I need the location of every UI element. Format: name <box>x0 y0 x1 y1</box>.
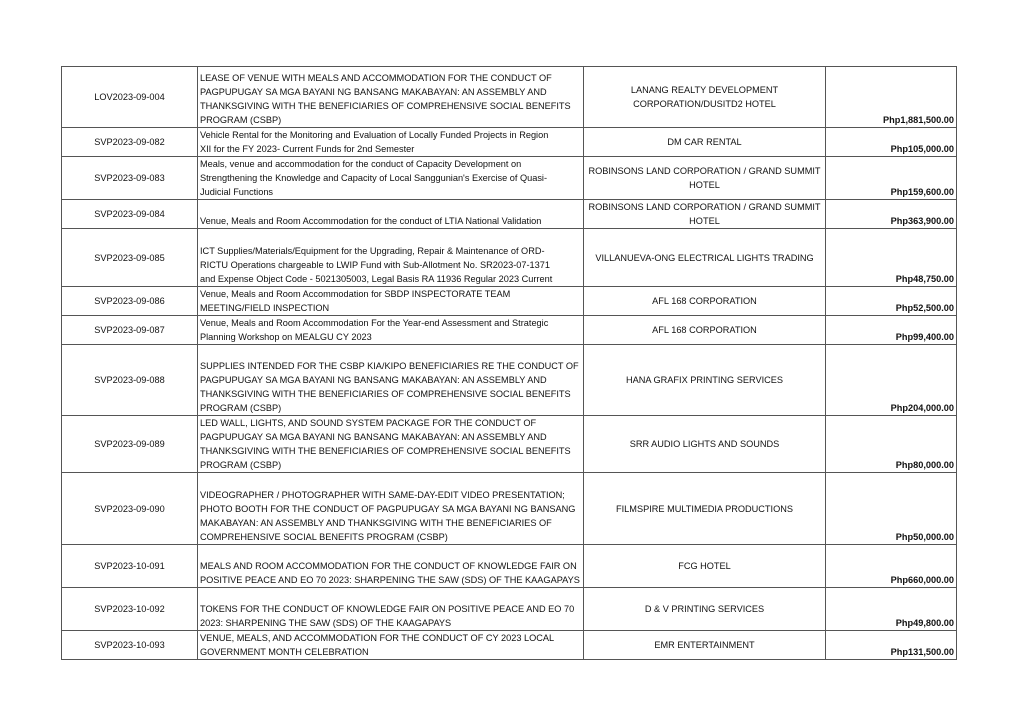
amount: Php159,600.00 <box>826 157 957 200</box>
reference-number: SVP2023-10-093 <box>62 631 198 660</box>
reference-number: SVP2023-10-091 <box>62 545 198 588</box>
description: Venue, Meals and Room Accommodation For the Year-end Assessment and Strategic Planning Workshop on MEALGU CY 2023 <box>198 316 584 345</box>
description: SUPPLIES INTENDED FOR THE CSBP KIA/KIPO BENEFICIARIES RE THE CONDUCT OF PAGPUPUGAY SA MGA BAYANI NG BANSANG MAKABAYAN: AN ASSEMBLY AND THANKSGIVING WITH THE BENEFICIARIES OF COMPREHENSIVE SOCIAL BENEFITS PROGRAM (CSBP) <box>198 345 584 416</box>
supplier: AFL 168 CORPORATION <box>584 287 826 316</box>
reference-number: SVP2023-09-086 <box>62 287 198 316</box>
description: Meals, venue and accommodation for the conduct of Capacity Development on Strengthening the Knowledge and Capacity of Local Sanggunian's Exercise of Quasi- Judicial Functions <box>198 157 584 200</box>
table-row <box>62 316 957 345</box>
reference-number: SVP2023-09-083 <box>62 157 198 200</box>
table-row <box>62 416 957 473</box>
reference-number: LOV2023-09-004 <box>62 67 198 128</box>
description: LEASE OF VENUE WITH MEALS AND ACCOMMODATION FOR THE CONDUCT OF PAGPUPUGAY SA MGA BAYANI NG BANSANG MAKABAYAN: AN ASSEMBLY AND THANKSGIVING WITH THE BENEFICIARIES OF COMPREHENSIVE SOCIAL BENEFITS PROGRAM (CSBP) <box>198 67 584 128</box>
reference-number: SVP2023-09-087 <box>62 316 198 345</box>
table-row <box>62 200 957 229</box>
supplier: DM CAR RENTAL <box>584 128 826 157</box>
supplier: ROBINSONS LAND CORPORATION / GRAND SUMMIT HOTEL <box>584 200 826 229</box>
table-row <box>62 157 957 200</box>
amount: Php99,400.00 <box>826 316 957 345</box>
supplier: VILLANUEVA-ONG ELECTRICAL LIGHTS TRADING <box>584 229 826 287</box>
description: LED WALL, LIGHTS, AND SOUND SYSTEM PACKAGE FOR THE CONDUCT OF PAGPUPUGAY SA MGA BAYANI NG BANSANG MAKABAYAN: AN ASSEMBLY AND THANKSGIVING WITH THE BENEFICIARIES OF COMPREHENSIVE SOCIAL BENEFITS PROGRAM (CSBP) <box>198 416 584 473</box>
amount: Php204,000.00 <box>826 345 957 416</box>
table-row <box>62 473 957 545</box>
supplier: ROBINSONS LAND CORPORATION / GRAND SUMMIT HOTEL <box>584 157 826 200</box>
supplier: HANA GRAFIX PRINTING SERVICES <box>584 345 826 416</box>
description: Venue, Meals and Room Accommodation for SBDP INSPECTORATE TEAM MEETING/FIELD INSPECTION <box>198 287 584 316</box>
amount: Php80,000.00 <box>826 416 957 473</box>
amount: Php52,500.00 <box>826 287 957 316</box>
amount: Php49,800.00 <box>826 588 957 631</box>
reference-number: SVP2023-09-082 <box>62 128 198 157</box>
amount: Php50,000.00 <box>826 473 957 545</box>
description: TOKENS FOR THE CONDUCT OF KNOWLEDGE FAIR ON POSITIVE PEACE AND EO 70 2023: SHARPENING THE SAW (SDS) OF THE KAAGAPAYS <box>198 588 584 631</box>
description: VIDEOGRAPHER / PHOTOGRAPHER WITH SAME-DAY-EDIT VIDEO PRESENTATION; PHOTO BOOTH FOR THE CONDUCT OF PAGPUPUGAY SA MGA BAYANI NG BANSANG MAKABAYAN: AN ASSEMBLY AND THANKSGIVING WITH THE BENEFICIARIES OF COMPREHENSIVE SOCIAL BENEFITS PROGRAM (CSBP) <box>198 473 584 545</box>
reference-number: SVP2023-09-089 <box>62 416 198 473</box>
supplier: D & V PRINTING SERVICES <box>584 588 826 631</box>
table-row <box>62 545 957 588</box>
supplier: EMR ENTERTAINMENT <box>584 631 826 660</box>
reference-number: SVP2023-10-092 <box>62 588 198 631</box>
amount: Php363,900.00 <box>826 200 957 229</box>
reference-number: SVP2023-09-088 <box>62 345 198 416</box>
supplier: AFL 168 CORPORATION <box>584 316 826 345</box>
table-row <box>62 67 957 128</box>
reference-number: SVP2023-09-090 <box>62 473 198 545</box>
reference-number: SVP2023-09-085 <box>62 229 198 287</box>
reference-number: SVP2023-09-084 <box>62 200 198 229</box>
supplier: SRR AUDIO LIGHTS AND SOUNDS <box>584 416 826 473</box>
amount: Php131,500.00 <box>826 631 957 660</box>
table-row <box>62 229 957 287</box>
supplier: FILMSPIRE MULTIMEDIA PRODUCTIONS <box>584 473 826 545</box>
amount: Php48,750.00 <box>826 229 957 287</box>
supplier: LANANG REALTY DEVELOPMENT CORPORATION/DUSITD2 HOTEL <box>584 67 826 128</box>
amount: Php1,881,500.00 <box>826 67 957 128</box>
description: Vehicle Rental for the Monitoring and Evaluation of Locally Funded Projects in Region XII for the FY 2023- Current Funds for 2nd Semester <box>198 128 584 157</box>
amount: Php105,000.00 <box>826 128 957 157</box>
amount: Php660,000.00 <box>826 545 957 588</box>
table-row <box>62 345 957 416</box>
table-row <box>62 631 957 660</box>
description: Venue, Meals and Room Accommodation for the conduct of LTIA National Validation <box>198 200 584 229</box>
table-row <box>62 128 957 157</box>
procurement-table <box>61 66 957 660</box>
table-row <box>62 588 957 631</box>
supplier: FCG HOTEL <box>584 545 826 588</box>
description: ICT Supplies/Materials/Equipment for the Upgrading, Repair & Maintenance of ORD- RICTU Operations chargeable to LWIP Fund with Sub-Allotment No. SR2023-07-1371 and Expense Object Code - 5021305003, Legal Basis RA 11936 Regular 2023 Current <box>198 229 584 287</box>
description: MEALS AND ROOM ACCOMMODATION FOR THE CONDUCT OF KNOWLEDGE FAIR ON POSITIVE PEACE AND EO 70 2023: SHARPENING THE SAW (SDS) OF THE KAAGAPAYS <box>198 545 584 588</box>
table-row <box>62 287 957 316</box>
description: VENUE, MEALS, AND ACCOMMODATION FOR THE CONDUCT OF CY 2023 LOCAL GOVERNMENT MONTH CELEBRATION <box>198 631 584 660</box>
